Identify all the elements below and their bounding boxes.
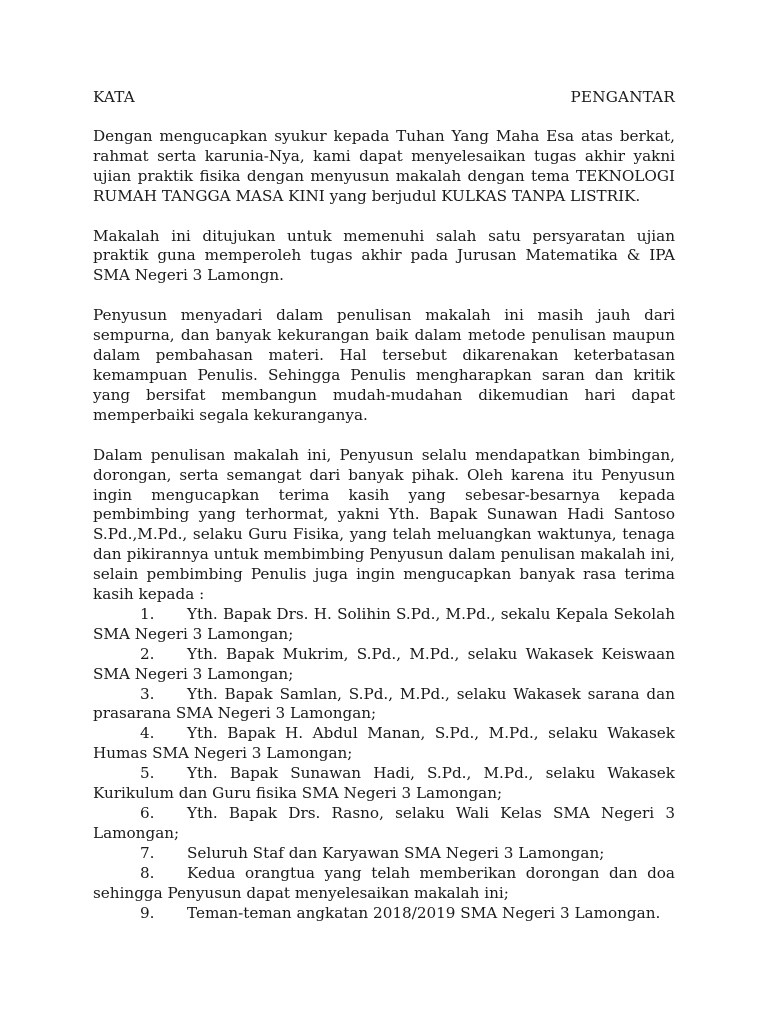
list-item-text: Yth. Bapak Drs. H. Solihin S.Pd., M.Pd., sekalu Kepala Sekolah SMA Negeri 3 Lamongan; [93,604,675,643]
paragraph-opening: Dengan mengucapkan syukur kepada Tuhan Yang Maha Esa atas berkat, rahmat serta karunia-Nya, kami dapat menyelesaikan tugas akhir yakni ujian praktik fisika dengan menyusun makalah dengan tema TEKNOLOGI RUMAH TANGGA MASA KINI yang berjudul KULKAS TANPA LISTRIK. [93,126,675,205]
list-item-text: Yth. Bapak Drs. Rasno, selaku Wali Kelas SMA Negeri 3 Lamongan; [93,804,675,842]
list-item-number: 8. [140,863,155,882]
list-item-number: 1. [140,604,155,623]
list-item-text: Yth. Bapak Mukrim, S.Pd., M.Pd., selaku Wakasek Keiswaan SMA Negeri 3 Lamongan; [93,644,675,683]
list-item-number: 5. [140,764,155,783]
list-item-body [93,864,675,904]
list-item-number: 6. [140,804,155,822]
list-item-text: Yth. Bapak Samlan, S.Pd., M.Pd., selaku Wakasek sarana dan prasarana SMA Negeri 3 Lamongan; [93,684,675,723]
list-item-body [93,844,675,864]
list-item-text: Yth. Bapak H. Abdul Manan, S.Pd., M.Pd., selaku Wakasek Humas SMA Negeri 3 Lamongan; [93,724,675,763]
list-item [93,764,675,804]
list-item-body [93,804,675,844]
list-item-number: 2. [140,644,155,663]
list-item-text: Kedua orangtua yang telah memberikan dorongan dan doa sehingga Penyusun dapat menyelesaikan makalah ini; [93,863,675,902]
list-item-text: Seluruh Staf dan Karyawan SMA Negeri 3 Lamongan; [187,843,605,862]
paragraph-limitations: Penyusun menyadari dalam penulisan makalah ini masih jauh dari sempurna, dan banyak kekurangan baik dalam metode penulisan maupun dalam pembahasan materi. Hal tersebut dikarenakan keterbatasan kemampuan Penulis. Sehingga Penulis mengharapkan saran dan kritik yang bersifat membangun mudah-mudahan dikemudian hari dapat memperbaiki segala kekuranganya. [93,306,675,424]
list-item-body [93,764,675,804]
list-item [93,645,675,685]
list-item-number: 3. [140,684,155,703]
list-item [93,724,675,764]
document-page [93,88,675,923]
page-title [93,88,675,108]
thanks-list [93,605,675,924]
list-item [93,864,675,904]
list-item [93,844,675,864]
list-item-number: 9. [140,903,155,922]
list-item-body [93,685,675,725]
paragraph-purpose: Makalah ini ditujukan untuk memenuhi salah satu persyaratan ujian praktik guna memperoleh tugas akhir pada Jurusan Matematika & IPA SMA Negeri 3 Lamongn. [93,226,675,285]
list-item [93,904,675,924]
list-item-body [93,645,675,685]
list-item-text: Yth. Bapak Sunawan Hadi, S.Pd., M.Pd., selaku Wakasek Kurikulum dan Guru fisika SMA Negeri 3 Lamongan; [93,764,675,803]
list-item-body [93,605,675,645]
list-item-number: 4. [140,724,155,743]
title-left: KATA [93,88,135,106]
list-item [93,804,675,844]
list-item [93,685,675,725]
list-item [93,605,675,645]
list-item-number: 7. [140,843,155,862]
list-item-text: Teman-teman angkatan 2018/2019 SMA Negeri 3 Lamongan. [187,903,661,922]
list-item-body [93,724,675,764]
paragraph-acknowledgement: Dalam penulisan makalah ini, Penyusun selalu mendapatkan bimbingan, dorongan, serta semangat dari banyak pihak. Oleh karena itu Penyusun ingin mengucapkan terima kasih yang sebesar-besarnya kepada pembimbing yang terhormat, yakni Yth. Bapak Sunawan Hadi Santoso S.Pd.,M.Pd., selaku Guru Fisika, yang telah meluangkan waktunya, tenaga dan pikirannya untuk membimbing Penyusun dalam penulisan makalah ini, selain pembimbing Penulis juga ingin mengucapkan banyak rasa terima kasih kepada : [93,445,675,604]
title-right: PENGANTAR [570,88,675,106]
list-item-body [93,904,675,924]
